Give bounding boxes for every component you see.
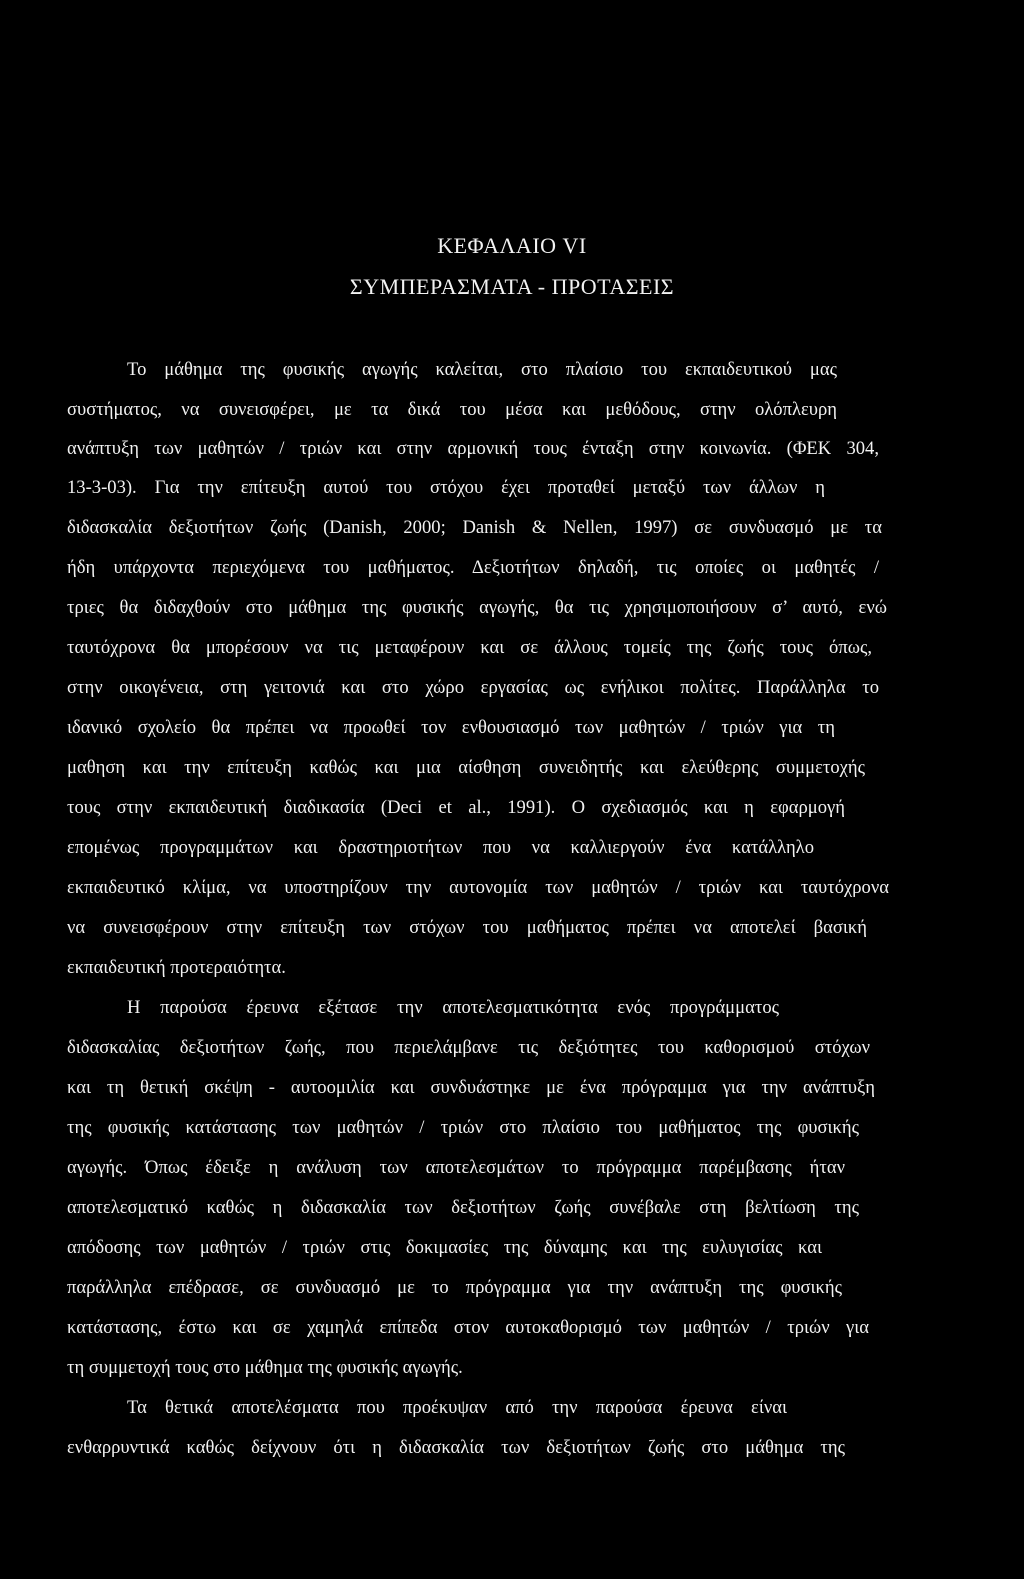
text-line: αποτελεσματικό καθώς η διδασκαλία των δεξιοτήτων ζωής συνέβαλε στη βελτίωση της — [67, 1197, 859, 1218]
text-line: Τα θετικά αποτελέσματα που προέκυψαν από την παρούσα έρευνα είναι — [127, 1397, 787, 1418]
text-line: επομένως προγραμμάτων και δραστηριοτήτων που να καλλιεργούν ένα κατάλληλο — [67, 837, 814, 858]
text-line: παράλληλα επέδρασε, σε συνδυασμό με το πρόγραμμα για την ανάπτυξη της φυσικής — [67, 1277, 842, 1298]
text-line: ιδανικό σχολείο θα πρέπει να προωθεί τον ενθουσιασμό των μαθητών / τριών για τη — [67, 717, 835, 738]
text-line: κατάστασης, έστω και σε χαμηλά επίπεδα στον αυτοκαθορισμό των μαθητών / τριών για — [67, 1317, 869, 1338]
text-line: ήδη υπάρχοντα περιεχόμενα του μαθήματος. Δεξιοτήτων δηλαδή, τις οποίες οι μαθητές / — [67, 557, 879, 578]
text-line: Το μάθημα της φυσικής αγωγής καλείται, στο πλαίσιο του εκπαιδευτικού μας — [127, 359, 837, 380]
chapter-title: ΣΥΜΠΕΡΑΣΜΑΤΑ - ΠΡΟΤΑΣΕΙΣ — [349, 274, 675, 299]
text-line: Η παρούσα έρευνα εξέτασε την αποτελεσματικότητα ενός προγράμματος — [127, 997, 779, 1018]
chapter-number: ΚΕΦΑΛΑΙΟ VI — [437, 233, 587, 258]
text-line: τη συμμετοχή τους στο μάθημα της φυσικής αγωγής. — [67, 1357, 463, 1378]
text-line: στην οικογένεια, στη γειτονιά και στο χώρο εργασίας ως ενήλικοι πολίτες. Παράλληλα το — [67, 677, 879, 698]
text-line: απόδοσης των μαθητών / τριών στις δοκιμασίες της δύναμης και της ευλυγισίας και — [67, 1237, 822, 1258]
text-line: τριες θα διδαχθούν στο μάθημα της φυσικής αγωγής, θα τις χρησιμοποιήσουν σ’ αυτό, ενώ — [67, 597, 887, 618]
text-line: αγωγής. Όπως έδειξε η ανάλυση των αποτελεσμάτων το πρόγραμμα παρέμβασης ήταν — [67, 1157, 845, 1178]
text-line: 13-3-03). Για την επίτευξη αυτού του στόχου έχει προταθεί μεταξύ των άλλων η — [67, 477, 825, 498]
text-line: τους στην εκπαιδευτική διαδικασία (Deci et al., 1991). Ο σχεδιασμός και η εφαρμογή — [67, 797, 845, 818]
text-line: της φυσικής κατάστασης των μαθητών / τριών στο πλαίσιο του μαθήματος της φυσικής — [67, 1117, 859, 1138]
text-line: ενθαρρυντικά καθώς δείχνουν ότι η διδασκαλία των δεξιοτήτων ζωής στο μάθημα της — [67, 1437, 845, 1458]
text-line: διδασκαλία δεξιοτήτων ζωής (Danish, 2000; Danish & Nellen, 1997) σε συνδυασμό με τα — [67, 517, 882, 538]
text-line: μαθηση και την επίτευξη καθώς και μια αίσθηση συνειδητής και ελεύθερης συμμετοχής — [67, 757, 865, 778]
text-line: ταυτόχρονα θα μπορέσουν να τις μεταφέρουν και σε άλλους τομείς της ζωής τους όπως, — [67, 637, 872, 658]
text-line: ανάπτυξη των μαθητών / τριών και στην αρμονική τους ένταξη στην κοινωνία. (ΦΕΚ 304, — [67, 438, 879, 459]
text-line: συστήματος, να συνεισφέρει, με τα δικά του μέσα και μεθόδους, στην ολόπλευρη — [67, 399, 837, 420]
text-line: εκπαιδευτική προτεραιότητα. — [67, 957, 286, 978]
text-line: εκπαιδευτικό κλίμα, να υποστηρίζουν την αυτονομία των μαθητών / τριών και ταυτόχρονα — [67, 877, 889, 898]
text-line: και τη θετική σκέψη - αυτοομιλία και συνδυάστηκε με ένα πρόγραμμα για την ανάπτυξη — [67, 1077, 875, 1098]
text-line: διδασκαλίας δεξιοτήτων ζωής, που περιελάμβανε τις δεξιότητες του καθορισμού στόχων — [67, 1037, 870, 1058]
text-line: να συνεισφέρουν στην επίτευξη των στόχων του μαθήματος πρέπει να αποτελεί βασική — [67, 917, 867, 938]
